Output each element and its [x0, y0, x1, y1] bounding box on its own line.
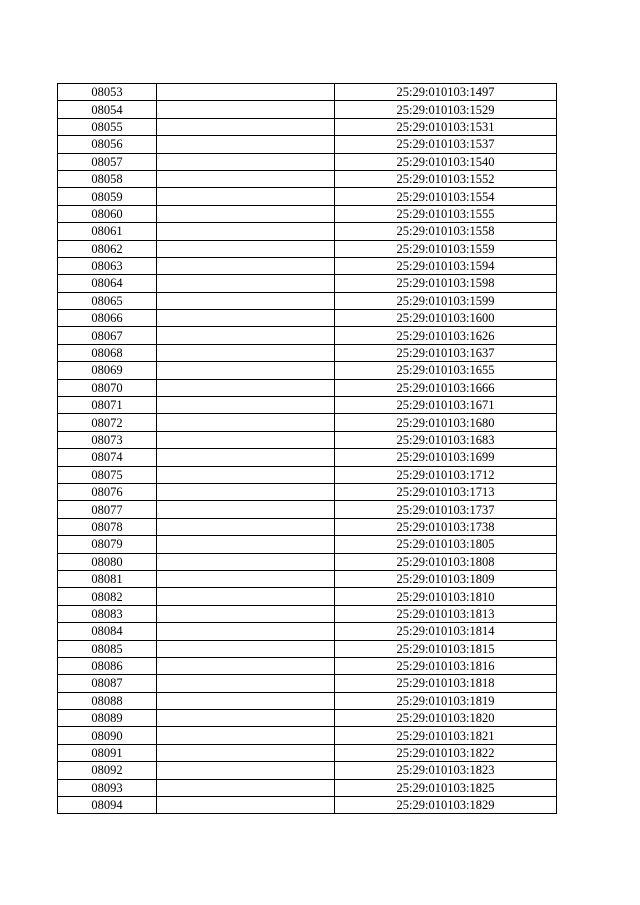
- row-number-cell: 08091: [58, 744, 157, 761]
- cadastral-number-cell: 25:29:010103:1816: [335, 657, 557, 674]
- table-row: [58, 414, 557, 431]
- row-number-cell: 08057: [58, 153, 157, 170]
- table-row: [58, 657, 557, 674]
- row-empty-cell: [157, 518, 335, 535]
- row-number-cell: 08068: [58, 344, 157, 361]
- table-row: [58, 153, 557, 170]
- row-number-cell: 08073: [58, 431, 157, 448]
- row-number-cell: 08058: [58, 170, 157, 187]
- row-number-cell: 08055: [58, 118, 157, 135]
- table-row: [58, 588, 557, 605]
- row-empty-cell: [157, 605, 335, 622]
- table-row: [58, 136, 557, 153]
- cadastral-number-cell: 25:29:010103:1594: [335, 257, 557, 274]
- row-empty-cell: [157, 431, 335, 448]
- row-number-cell: 08070: [58, 379, 157, 396]
- table-row: [58, 449, 557, 466]
- row-empty-cell: [157, 240, 335, 257]
- cadastral-number-cell: 25:29:010103:1823: [335, 762, 557, 779]
- row-number-cell: 08092: [58, 762, 157, 779]
- row-empty-cell: [157, 570, 335, 587]
- table-row: [58, 501, 557, 518]
- table-row: [58, 327, 557, 344]
- row-empty-cell: [157, 536, 335, 553]
- cadastral-number-cell: 25:29:010103:1821: [335, 727, 557, 744]
- table-row: [58, 188, 557, 205]
- cadastral-number-cell: 25:29:010103:1529: [335, 101, 557, 118]
- table-row: [58, 292, 557, 309]
- row-empty-cell: [157, 136, 335, 153]
- table-row: [58, 727, 557, 744]
- row-empty-cell: [157, 223, 335, 240]
- row-empty-cell: [157, 588, 335, 605]
- row-empty-cell: [157, 379, 335, 396]
- row-empty-cell: [157, 640, 335, 657]
- row-number-cell: 08082: [58, 588, 157, 605]
- table-row: [58, 379, 557, 396]
- row-empty-cell: [157, 205, 335, 222]
- row-number-cell: 08086: [58, 657, 157, 674]
- row-number-cell: 08063: [58, 257, 157, 274]
- cadastral-number-cell: 25:29:010103:1559: [335, 240, 557, 257]
- row-empty-cell: [157, 170, 335, 187]
- table-row: [58, 640, 557, 657]
- row-empty-cell: [157, 397, 335, 414]
- row-empty-cell: [157, 553, 335, 570]
- row-number-cell: 08078: [58, 518, 157, 535]
- row-number-cell: 08061: [58, 223, 157, 240]
- row-number-cell: 08067: [58, 327, 157, 344]
- cadastral-number-cell: 25:29:010103:1599: [335, 292, 557, 309]
- table-row: [58, 553, 557, 570]
- table-row: [58, 518, 557, 535]
- row-empty-cell: [157, 727, 335, 744]
- cadastral-number-cell: 25:29:010103:1805: [335, 536, 557, 553]
- row-number-cell: 08088: [58, 692, 157, 709]
- row-number-cell: 08079: [58, 536, 157, 553]
- cadastral-number-cell: 25:29:010103:1680: [335, 414, 557, 431]
- row-empty-cell: [157, 762, 335, 779]
- cadastral-number-cell: 25:29:010103:1815: [335, 640, 557, 657]
- cadastral-number-cell: 25:29:010103:1497: [335, 84, 557, 101]
- row-empty-cell: [157, 362, 335, 379]
- row-empty-cell: [157, 84, 335, 101]
- row-number-cell: 08064: [58, 275, 157, 292]
- row-number-cell: 08076: [58, 483, 157, 500]
- registry-table: [57, 83, 557, 814]
- table-row: [58, 310, 557, 327]
- table-row: [58, 466, 557, 483]
- table-row: [58, 344, 557, 361]
- cadastral-number-cell: 25:29:010103:1537: [335, 136, 557, 153]
- row-empty-cell: [157, 101, 335, 118]
- cadastral-number-cell: 25:29:010103:1671: [335, 397, 557, 414]
- table-row: [58, 101, 557, 118]
- row-empty-cell: [157, 623, 335, 640]
- cadastral-number-cell: 25:29:010103:1540: [335, 153, 557, 170]
- table-row: [58, 762, 557, 779]
- row-empty-cell: [157, 744, 335, 761]
- cadastral-number-cell: 25:29:010103:1666: [335, 379, 557, 396]
- row-empty-cell: [157, 153, 335, 170]
- row-number-cell: 08081: [58, 570, 157, 587]
- row-number-cell: 08053: [58, 84, 157, 101]
- row-empty-cell: [157, 466, 335, 483]
- table-row: [58, 118, 557, 135]
- table-row: [58, 692, 557, 709]
- row-empty-cell: [157, 779, 335, 796]
- row-number-cell: 08066: [58, 310, 157, 327]
- table-row: [58, 257, 557, 274]
- cadastral-number-cell: 25:29:010103:1600: [335, 310, 557, 327]
- row-number-cell: 08069: [58, 362, 157, 379]
- row-empty-cell: [157, 292, 335, 309]
- row-empty-cell: [157, 414, 335, 431]
- registry-table-body: [58, 84, 557, 814]
- table-row: [58, 84, 557, 101]
- cadastral-number-cell: 25:29:010103:1814: [335, 623, 557, 640]
- row-empty-cell: [157, 188, 335, 205]
- table-row: [58, 205, 557, 222]
- cadastral-number-cell: 25:29:010103:1552: [335, 170, 557, 187]
- row-number-cell: 08077: [58, 501, 157, 518]
- row-empty-cell: [157, 483, 335, 500]
- row-empty-cell: [157, 692, 335, 709]
- table-row: [58, 675, 557, 692]
- table-row: [58, 570, 557, 587]
- cadastral-number-cell: 25:29:010103:1699: [335, 449, 557, 466]
- row-number-cell: 08085: [58, 640, 157, 657]
- row-empty-cell: [157, 275, 335, 292]
- row-number-cell: 08087: [58, 675, 157, 692]
- cadastral-number-cell: 25:29:010103:1737: [335, 501, 557, 518]
- table-row: [58, 362, 557, 379]
- cadastral-number-cell: 25:29:010103:1531: [335, 118, 557, 135]
- cadastral-number-cell: 25:29:010103:1825: [335, 779, 557, 796]
- row-number-cell: 08065: [58, 292, 157, 309]
- row-empty-cell: [157, 675, 335, 692]
- row-empty-cell: [157, 327, 335, 344]
- table-row: [58, 240, 557, 257]
- table-row: [58, 605, 557, 622]
- table-row: [58, 536, 557, 553]
- cadastral-number-cell: 25:29:010103:1738: [335, 518, 557, 535]
- cadastral-number-cell: 25:29:010103:1820: [335, 710, 557, 727]
- cadastral-number-cell: 25:29:010103:1637: [335, 344, 557, 361]
- row-number-cell: 08071: [58, 397, 157, 414]
- row-empty-cell: [157, 310, 335, 327]
- cadastral-number-cell: 25:29:010103:1809: [335, 570, 557, 587]
- table-row: [58, 779, 557, 796]
- cadastral-number-cell: 25:29:010103:1808: [335, 553, 557, 570]
- cadastral-number-cell: 25:29:010103:1626: [335, 327, 557, 344]
- table-row: [58, 223, 557, 240]
- row-empty-cell: [157, 657, 335, 674]
- row-number-cell: 08059: [58, 188, 157, 205]
- cadastral-number-cell: 25:29:010103:1813: [335, 605, 557, 622]
- row-number-cell: 08075: [58, 466, 157, 483]
- cadastral-number-cell: 25:29:010103:1829: [335, 797, 557, 814]
- table-row: [58, 397, 557, 414]
- table-row: [58, 623, 557, 640]
- row-number-cell: 08062: [58, 240, 157, 257]
- row-number-cell: 08083: [58, 605, 157, 622]
- table-row: [58, 275, 557, 292]
- row-number-cell: 08056: [58, 136, 157, 153]
- row-number-cell: 08093: [58, 779, 157, 796]
- cadastral-number-cell: 25:29:010103:1810: [335, 588, 557, 605]
- cadastral-number-cell: 25:29:010103:1555: [335, 205, 557, 222]
- row-number-cell: 08060: [58, 205, 157, 222]
- table-row: [58, 483, 557, 500]
- cadastral-number-cell: 25:29:010103:1713: [335, 483, 557, 500]
- row-number-cell: 08074: [58, 449, 157, 466]
- row-number-cell: 08094: [58, 797, 157, 814]
- cadastral-number-cell: 25:29:010103:1558: [335, 223, 557, 240]
- row-empty-cell: [157, 710, 335, 727]
- cadastral-number-cell: 25:29:010103:1818: [335, 675, 557, 692]
- cadastral-number-cell: 25:29:010103:1655: [335, 362, 557, 379]
- table-row: [58, 744, 557, 761]
- row-empty-cell: [157, 344, 335, 361]
- row-empty-cell: [157, 118, 335, 135]
- row-number-cell: 08084: [58, 623, 157, 640]
- row-empty-cell: [157, 501, 335, 518]
- row-number-cell: 08054: [58, 101, 157, 118]
- table-row: [58, 710, 557, 727]
- table-row: [58, 170, 557, 187]
- cadastral-number-cell: 25:29:010103:1554: [335, 188, 557, 205]
- table-row: [58, 431, 557, 448]
- row-empty-cell: [157, 797, 335, 814]
- cadastral-number-cell: 25:29:010103:1598: [335, 275, 557, 292]
- row-number-cell: 08089: [58, 710, 157, 727]
- row-number-cell: 08090: [58, 727, 157, 744]
- row-number-cell: 08072: [58, 414, 157, 431]
- table-row: [58, 797, 557, 814]
- cadastral-number-cell: 25:29:010103:1822: [335, 744, 557, 761]
- cadastral-number-cell: 25:29:010103:1683: [335, 431, 557, 448]
- cadastral-number-cell: 25:29:010103:1712: [335, 466, 557, 483]
- row-empty-cell: [157, 257, 335, 274]
- cadastral-number-cell: 25:29:010103:1819: [335, 692, 557, 709]
- row-empty-cell: [157, 449, 335, 466]
- row-number-cell: 08080: [58, 553, 157, 570]
